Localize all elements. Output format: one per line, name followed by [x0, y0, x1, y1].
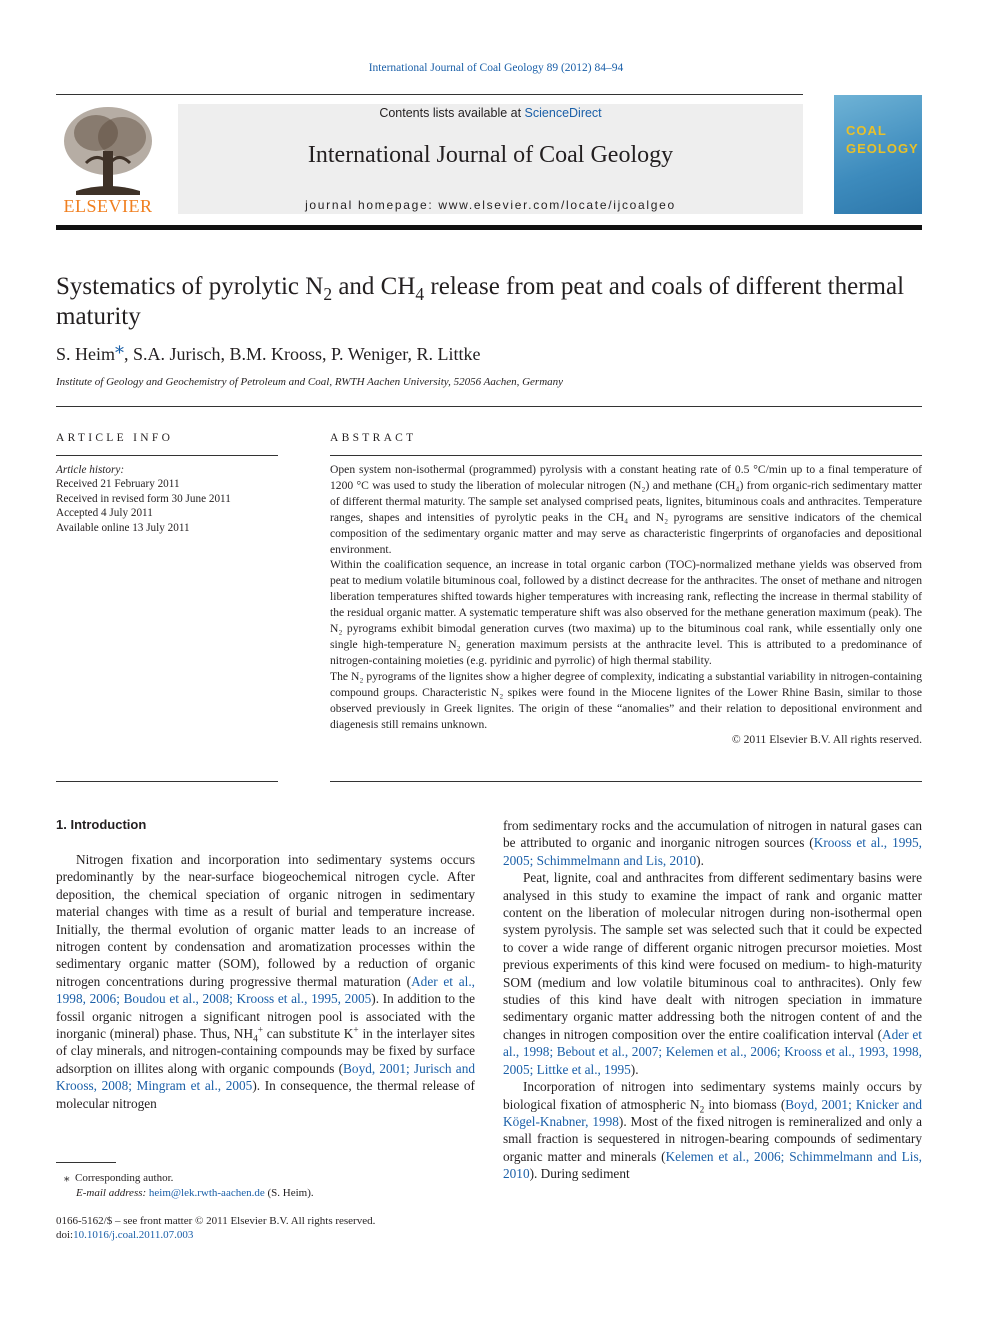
citation-ader-bebout-kelemen[interactable]: Ader et al., 1998; Bebout et al., 2007; Kelemen et al., 2006; Krooss et al., 1993, 1998, 2005; Littke et al., 1995	[503, 1026, 922, 1077]
intro-text-r3b: into biomass (	[704, 1096, 786, 1112]
nh4-subscript: 4	[253, 1034, 258, 1045]
intro-paragraph-1	[56, 851, 475, 1112]
abstract-paragraph-2: Within the coalification sequence, an increase in total organic carbon (TOC)-normalized methane yields was observed from peat to medium volatile bituminous coal, followed by a distinct decrease for the anthracites. The onset of methane and nitrogen liberation temperatures shifted towards higher temperatures with increasing rank, reflecting the increase in thermal stability of the residual organic matter. A systematic temperature shift was also observed for the methane generation maximum (peak). The N₂ pyrograms exhibit bimodal generation curves (two maxima) up to the bituminous coal rank, while essentially only one single high-temperature N₂ generation maximum persists at the anthracite level. This is attributed to a predominance of nitrogen-containing moieties (e.g. pyridinic and pyrrolic) of high thermal stability.	[330, 558, 922, 667]
article-title	[56, 272, 922, 332]
abstract-body	[330, 462, 922, 748]
abstract-paragraph-1: Open system non-isothermal (programmed) pyrolysis with a constant heating rate of 0.5 °C/min up to a final temperature of 1200 °C was used to study the liberation of molecular nitrogen (N₂) and methane (CH₄) from organic-rich sedimentary matter of different thermal maturity. The sample set analysed comprised peats, lignites, bituminous coals and anthracites. Temperature ranges, shapes and intensities of pyrolytic peaks in the CH₄ and N₂ pyrograms are sensitive indicators of the chemical composition of the sedimentary organic matter and may serve as characteristic fingerprints of organofacies and depositional environment.	[330, 463, 922, 556]
abstract-copyright: © 2011 Elsevier B.V. All rights reserved.	[731, 733, 922, 747]
citation-kelemen-schimmelmann[interactable]: Kelemen et al., 2006; Schimmelmann and Lis, 2010	[503, 1148, 922, 1182]
k-superscript: +	[353, 1025, 359, 1036]
footnote-rule	[56, 1162, 116, 1163]
abstract-paragraph-3: The N₂ pyrograms of the lignites show a higher degree of complexity, indicating a substantial variability in nitrogen-containing compound groups. Characteristic N₂ spikes were found in the Miocene lignites of the Lower Rhine Basin, similar to those observed previously in Greek lignites. The origin of these “anomalies” and their relation to depositional environment and diagenesis still remains unknown.	[330, 669, 922, 731]
issn-line: 0166-5162/$ – see front matter © 2011 Elsevier B.V. All rights reserved.	[56, 1215, 376, 1227]
history-accepted: Accepted 4 July 2011	[56, 507, 153, 520]
title-subscript-2: 2	[323, 284, 333, 304]
intro-text-b: ). In addition to the fossil organic nitrogen a significant nitrogen pool is associated with the inorganic (mineral) phase. Thus, NH	[56, 991, 475, 1042]
citation-krooss-schimmelmann[interactable]: Krooss et al., 1995, 2005; Schimmelmann and Lis, 2010	[503, 835, 922, 868]
doi-line	[56, 1228, 375, 1242]
contents-line	[178, 106, 803, 120]
affiliation-rule	[56, 406, 922, 407]
journal-reference[interactable]: International Journal of Coal Geology 89 (2012) 84–94	[368, 62, 624, 74]
citation-ader-boudou-krooss[interactable]: Ader et al., 1998, 2006; Boudou et al., 2008; Krooss et al., 1995, 2005	[56, 973, 475, 1007]
article-info-heading: ARTICLE INFO	[56, 432, 174, 444]
intro-text-d: ). In consequence, the thermal release of molecular nitrogen	[56, 1078, 475, 1111]
corresponding-author-mark[interactable]: ⁎	[115, 337, 125, 357]
contents-prefix: Contents lists available at	[379, 106, 525, 120]
citation-boyd-knicker[interactable]: Boyd, 2001; Knicker and Kögel-Knabner, 1998	[503, 1096, 922, 1129]
right-column	[503, 817, 922, 1183]
abstract-bottom-rule	[330, 781, 922, 782]
banner-top-rule	[56, 94, 803, 95]
intro-text-b2: can substitute K	[263, 1026, 354, 1042]
title-part-3: release from peat and coals of different thermal maturity	[56, 273, 905, 330]
intro-paragraph-1-cont	[503, 817, 922, 869]
doi-label: doi:	[56, 1229, 74, 1241]
intro-paragraph-2	[503, 869, 922, 1078]
journal-title: International Journal of Coal Geology	[307, 142, 674, 168]
intro-text-r3e: ). During sediment	[529, 1166, 630, 1182]
header-thick-rule	[56, 225, 922, 230]
intro-text-r2b: ).	[630, 1061, 639, 1077]
footnote-corresponding-text: Corresponding author.	[75, 1172, 174, 1184]
history-label: Article history:	[56, 464, 125, 476]
author-list	[56, 337, 481, 365]
issn-block	[56, 1214, 375, 1242]
journal-cover-title: COAL GEOLOGY	[846, 123, 919, 156]
footnote	[56, 1171, 476, 1201]
title-part-2: and CH	[332, 273, 416, 300]
abstract-heading: ABSTRACT	[330, 432, 417, 444]
email-label: E-mail address:	[76, 1187, 149, 1199]
footnote-email-line	[56, 1186, 476, 1201]
intro-text-r1b: ).	[696, 852, 704, 868]
nh4-superscript: +	[257, 1025, 263, 1036]
intro-text-r2a: Peat, lignite, coal and anthracites from different sedimentary basins were analysed in this study to examine the impact of rank and organic matter content on the liberation of molecular nitrogen during non-isothermal open system pyrolysis. The sample set was selected such that it could be expected to cover a wide range of different organic nitrogen precursor moieties. Most previous experiments of this kind were focused on medium- to high-maturity SOM (medium and low volatile bituminous coal to anthracites). Only few studies of this kind have dealt with nitrogen speciation in immature sedimentary organic matter addressing both the nitrogen content of and the changes in nitrogen composition over the entire coalification interval (	[503, 870, 922, 1042]
doi-link[interactable]: 10.1016/j.coal.2011.07.003	[73, 1229, 194, 1241]
elsevier-wordmark: ELSEVIER	[63, 196, 153, 216]
sciencedirect-link[interactable]: ScienceDirect	[524, 106, 602, 120]
intro-text-b3: in the interlayer sites of clay minerals, and nitrogen-containing compounds may be fixed by surface adsorption on illites along with organic compounds (	[56, 1026, 475, 1076]
history-online: Available online 13 July 2011	[56, 521, 190, 534]
affiliation: Institute of Geology and Geochemistry of Petroleum and Coal, RWTH Aachen University, 52056 Aachen, Germany	[56, 376, 564, 388]
citation-boyd-jurisch-mingram[interactable]: Boyd, 2001; Jurisch and Krooss, 2008; Mingram et al., 2005	[56, 1060, 475, 1094]
n2-subscript: 2	[699, 1105, 705, 1116]
authors-rest: , S.A. Jurisch, B.M. Krooss, P. Weniger, R. Littke	[124, 344, 481, 364]
intro-text-r3a: Incorporation of nitrogen into sedimentary systems mainly occurs by biological fixation of atmospheric N	[503, 1079, 922, 1112]
intro-text-r1a: from sedimentary rocks and the accumulation of nitrogen in natural gases can be attributed to organic and inorganic nitrogen sources (	[503, 818, 922, 851]
introduction-heading: 1. Introduction	[56, 817, 147, 832]
intro-paragraph-3	[503, 1078, 922, 1182]
author-first: S. Heim	[56, 344, 116, 364]
title-part-1: Systematics of pyrolytic N	[56, 273, 324, 300]
email-suffix: (S. Heim).	[264, 1187, 314, 1199]
history-revised: Received in revised form 30 June 2011	[56, 492, 231, 505]
title-subscript-4: 4	[415, 284, 425, 304]
intro-text-r3d: ). Most of the fixed nitrogen is remineralized and only a small fraction is sequestered in nitrogen-bearing compounds of sedimentary organic matter and minerals (	[503, 1113, 922, 1164]
article-history	[56, 463, 278, 535]
intro-text-a: Nitrogen fixation and incorporation into sedimentary systems occurs predominantly by the near-surface biogeochemical nitrogen cycle. After deposition, the chemical speciation of organic nitrogen in sedimentary material changes with time as a result of burial and temperature increase. Initially, the thermal evolution of organic matter leads to an increase of nitrogen content by condensation and aromatization processes within the sedimentary organic matter (SOM), followed by a reduction of organic nitrogen concentrations during progressive thermal maturation (	[56, 852, 475, 989]
email-link[interactable]: heim@lek.rwth-aachen.de	[148, 1187, 265, 1199]
article-info-rule	[56, 455, 278, 456]
history-received: Received 21 February 2011	[56, 478, 180, 491]
abstract-rule	[330, 455, 922, 456]
footnote-corresponding	[56, 1171, 476, 1186]
journal-banner	[178, 104, 803, 214]
footnote-star: ⁎	[64, 1172, 70, 1184]
journal-homepage[interactable]: journal homepage: www.elsevier.com/locate/ijcoalgeo	[305, 198, 676, 212]
article-info-bottom-rule	[56, 781, 278, 782]
left-column	[56, 851, 475, 1112]
